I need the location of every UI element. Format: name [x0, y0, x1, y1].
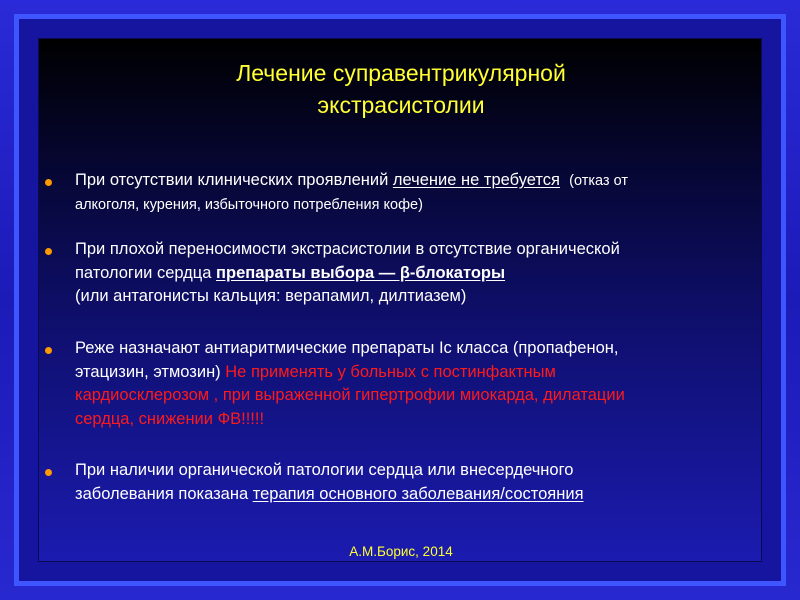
bullet-dot-icon: [45, 469, 52, 476]
bullet-text-part: заболевания показана: [75, 484, 253, 503]
bullet-note: (отказ от: [569, 173, 628, 189]
warning-text-line: кардиосклерозом , при выраженной гипертрофии миокарда, дилатации: [75, 386, 625, 404]
bullet-text: [75, 169, 765, 217]
bullet-line: [75, 361, 765, 385]
bullet-line: [75, 483, 765, 507]
underlined-text: лечение не требуется: [392, 171, 560, 189]
slide-title: [39, 57, 763, 121]
bullet-line: При плохой переносимости экстрасистолии в отсутствие органической: [75, 240, 620, 258]
bullet-dot-icon: [45, 248, 52, 255]
bullet-line: [75, 169, 765, 194]
bullet-text-part: патологии сердца: [75, 263, 217, 282]
bullet-text: [75, 337, 765, 431]
bullet-line: При наличии органической патологии сердца или внесердечного: [75, 461, 574, 479]
bullet-text: [75, 238, 765, 309]
slide-title-line-1: Лечение суправентрикулярной: [236, 60, 566, 86]
slide-content: [38, 38, 762, 562]
bullet-line: алкоголя, курения, избыточного потребления кофе): [75, 196, 423, 213]
underlined-text: терапия основного заболевания/состояния: [252, 484, 584, 503]
underlined-text: препараты выбора — β-блокаторы: [216, 263, 506, 282]
bullet-text-part: При отсутствии клинических проявлений: [75, 171, 393, 189]
bullet-line: [75, 262, 765, 286]
bullet-text: [75, 459, 765, 506]
bullet-dot-icon: [45, 347, 52, 354]
author-footer: А.М.Борис, 2014: [349, 544, 453, 559]
bullet-line: (или антагонисты кальция: верапамил, дилтиазем): [75, 287, 467, 305]
bullet-text-part: этацизин, этмозин): [75, 362, 226, 381]
slide-title-line-2: экстрасистолии: [317, 92, 485, 118]
bullet-dot-icon: [45, 179, 52, 186]
warning-text: Не применять у больных с постинфактным: [225, 362, 556, 381]
bullet-line: Реже назначают антиаритмические препараты Iс класса (пропафенон,: [75, 339, 619, 357]
warning-text-line: сердца, снижении ФВ!!!!!: [75, 409, 265, 428]
